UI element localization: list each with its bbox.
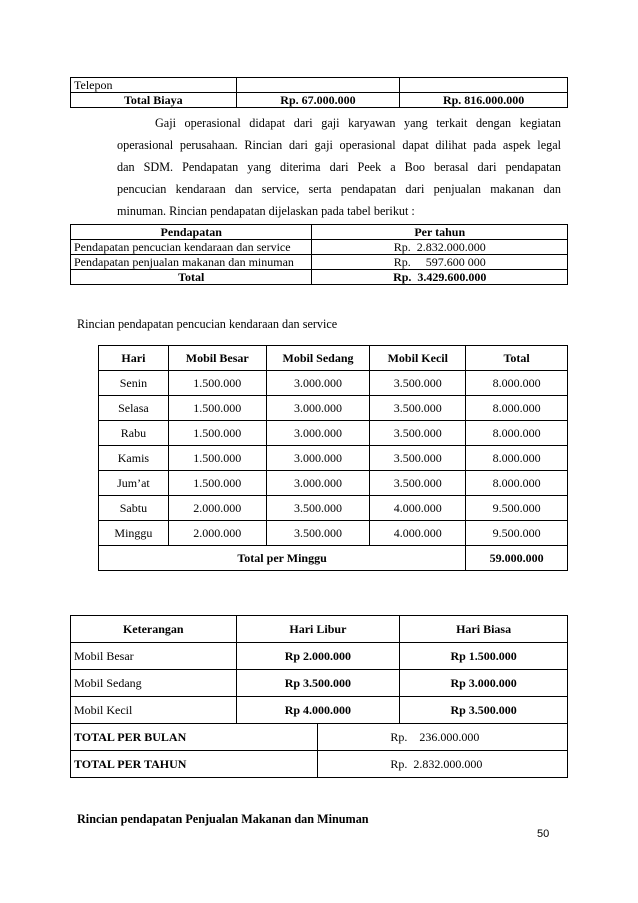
- rate-table: [70, 615, 568, 778]
- table-cell: Rp 3.500.000: [236, 670, 400, 697]
- table-cell: 4.000.000: [370, 521, 466, 546]
- income-table: [70, 224, 568, 285]
- paragraph-line: minuman. Rincian pendapatan dijelaskan pada tabel berikut :: [117, 204, 415, 218]
- section-heading: Rincian pendapatan Penjualan Makanan dan Minuman: [77, 812, 369, 826]
- paragraph-line: pencucian kendaraan dan service, serta pendapatan dari penjualan makanan dan: [117, 182, 561, 196]
- column-header: Mobil Sedang: [266, 346, 370, 371]
- table-cell: 1.500.000: [168, 371, 266, 396]
- table-caption: Rincian pendapatan pencucian kendaraan dan service: [77, 317, 338, 331]
- body-paragraph: [117, 112, 561, 222]
- page-number: 50: [537, 828, 550, 840]
- table-cell: Rp 1.500.000: [400, 643, 568, 670]
- table-cell: Pendapatan penjualan makanan dan minuman: [71, 255, 312, 270]
- table-row: [71, 270, 568, 285]
- total-value: Rp. 3.429.600.000: [312, 270, 568, 285]
- table-cell: Sabtu: [99, 496, 169, 521]
- table-cell: Selasa: [99, 396, 169, 421]
- table-cell: 2.000.000: [168, 496, 266, 521]
- total-cost-value: Rp. 67.000.000: [236, 93, 400, 108]
- table-cell: Rp 3.500.000: [400, 697, 568, 724]
- daily-income-table: [98, 345, 568, 571]
- column-header: Hari Libur: [236, 616, 400, 643]
- table-cell: 9.500.000: [466, 496, 568, 521]
- table-cell: 3.500.000: [370, 471, 466, 496]
- table-cell: [236, 78, 400, 93]
- table-cell: 9.500.000: [466, 521, 568, 546]
- table-cell: 3.000.000: [266, 371, 370, 396]
- table-cell: 3.000.000: [266, 421, 370, 446]
- table-cell: 3.500.000: [370, 396, 466, 421]
- table-cell: Pendapatan pencucian kendaraan dan service: [71, 240, 312, 255]
- table-row: [71, 751, 568, 778]
- table-cell: 3.500.000: [266, 521, 370, 546]
- table-cell: 1.500.000: [168, 471, 266, 496]
- table-cell: Mobil Besar: [71, 643, 237, 670]
- table-row: [99, 371, 568, 396]
- table-cell: 8.000.000: [466, 471, 568, 496]
- paragraph-line: Gaji operasional didapat dari gaji karyawan yang terkait dengan kegiatan: [155, 116, 561, 130]
- table-row: [99, 346, 568, 371]
- total-cost-label: Total Biaya: [71, 93, 237, 108]
- paragraph-line: dan SDM. Pendapatan yang diterima dari Peek a Boo berasal dari pendapatan: [117, 160, 561, 174]
- table-cell: Kamis: [99, 446, 169, 471]
- table-cell: Minggu: [99, 521, 169, 546]
- table-row: [71, 616, 568, 643]
- column-header: Total: [466, 346, 568, 371]
- table-row: [99, 421, 568, 446]
- table-cell: 3.000.000: [266, 446, 370, 471]
- table-cell: 3.500.000: [266, 496, 370, 521]
- table-cell: [400, 78, 568, 93]
- column-header: Hari Biasa: [400, 616, 568, 643]
- column-header: Mobil Kecil: [370, 346, 466, 371]
- total-label: Total: [71, 270, 312, 285]
- table-row: [71, 670, 568, 697]
- table-cell: 8.000.000: [466, 371, 568, 396]
- column-header: Pendapatan: [71, 225, 312, 240]
- paragraph-line: operasional perusahaan. Rincian dari gaji operasional dapat dilihat pada aspek legal: [117, 138, 561, 152]
- table-cell: Jum’at: [99, 471, 169, 496]
- table-cell: 3.000.000: [266, 471, 370, 496]
- table-cell: 8.000.000: [466, 396, 568, 421]
- total-label: TOTAL PER TAHUN: [71, 751, 318, 778]
- table-cell: 3.500.000: [370, 446, 466, 471]
- table-cell: 1.500.000: [168, 396, 266, 421]
- total-value: 59.000.000: [466, 546, 568, 571]
- table-row: [71, 697, 568, 724]
- cost-summary-table: [70, 77, 568, 108]
- table-row: [71, 643, 568, 670]
- total-cost-value: Rp. 816.000.000: [400, 93, 568, 108]
- column-header: Per tahun: [312, 225, 568, 240]
- table-cell: Rp 4.000.000: [236, 697, 400, 724]
- table-cell: 8.000.000: [466, 446, 568, 471]
- table-cell: 1.500.000: [168, 446, 266, 471]
- table-row: [99, 396, 568, 421]
- table-cell: 3.500.000: [370, 371, 466, 396]
- table-row: [99, 496, 568, 521]
- table-row: [71, 255, 568, 270]
- table-cell: 4.000.000: [370, 496, 466, 521]
- table-cell: Rp. 2.832.000.000: [312, 240, 568, 255]
- table-cell: Rabu: [99, 421, 169, 446]
- table-row: [99, 521, 568, 546]
- column-header: Keterangan: [71, 616, 237, 643]
- table-row: [99, 471, 568, 496]
- table-row: [71, 93, 568, 108]
- total-label: TOTAL PER BULAN: [71, 724, 318, 751]
- table-cell: 3.500.000: [370, 421, 466, 446]
- table-cell: Rp 3.000.000: [400, 670, 568, 697]
- table-row: [99, 446, 568, 471]
- table-cell: Mobil Sedang: [71, 670, 237, 697]
- total-label: Total per Minggu: [99, 546, 466, 571]
- table-row: [71, 78, 568, 93]
- total-value: Rp. 236.000.000: [318, 724, 568, 751]
- column-header: Mobil Besar: [168, 346, 266, 371]
- table-cell: Telepon: [71, 78, 237, 93]
- column-header: Hari: [99, 346, 169, 371]
- daily-rows: [99, 371, 568, 546]
- table-cell: Rp. 597.600 000: [312, 255, 568, 270]
- table-row: [71, 225, 568, 240]
- total-value: Rp. 2.832.000.000: [318, 751, 568, 778]
- table-cell: 2.000.000: [168, 521, 266, 546]
- table-cell: Senin: [99, 371, 169, 396]
- table-row: [71, 724, 568, 751]
- table-cell: Rp 2.000.000: [236, 643, 400, 670]
- table-row: [99, 546, 568, 571]
- table-cell: 1.500.000: [168, 421, 266, 446]
- rate-rows: [71, 643, 568, 724]
- table-row: [71, 240, 568, 255]
- table-cell: 8.000.000: [466, 421, 568, 446]
- table-cell: 3.000.000: [266, 396, 370, 421]
- table-cell: Mobil Kecil: [71, 697, 237, 724]
